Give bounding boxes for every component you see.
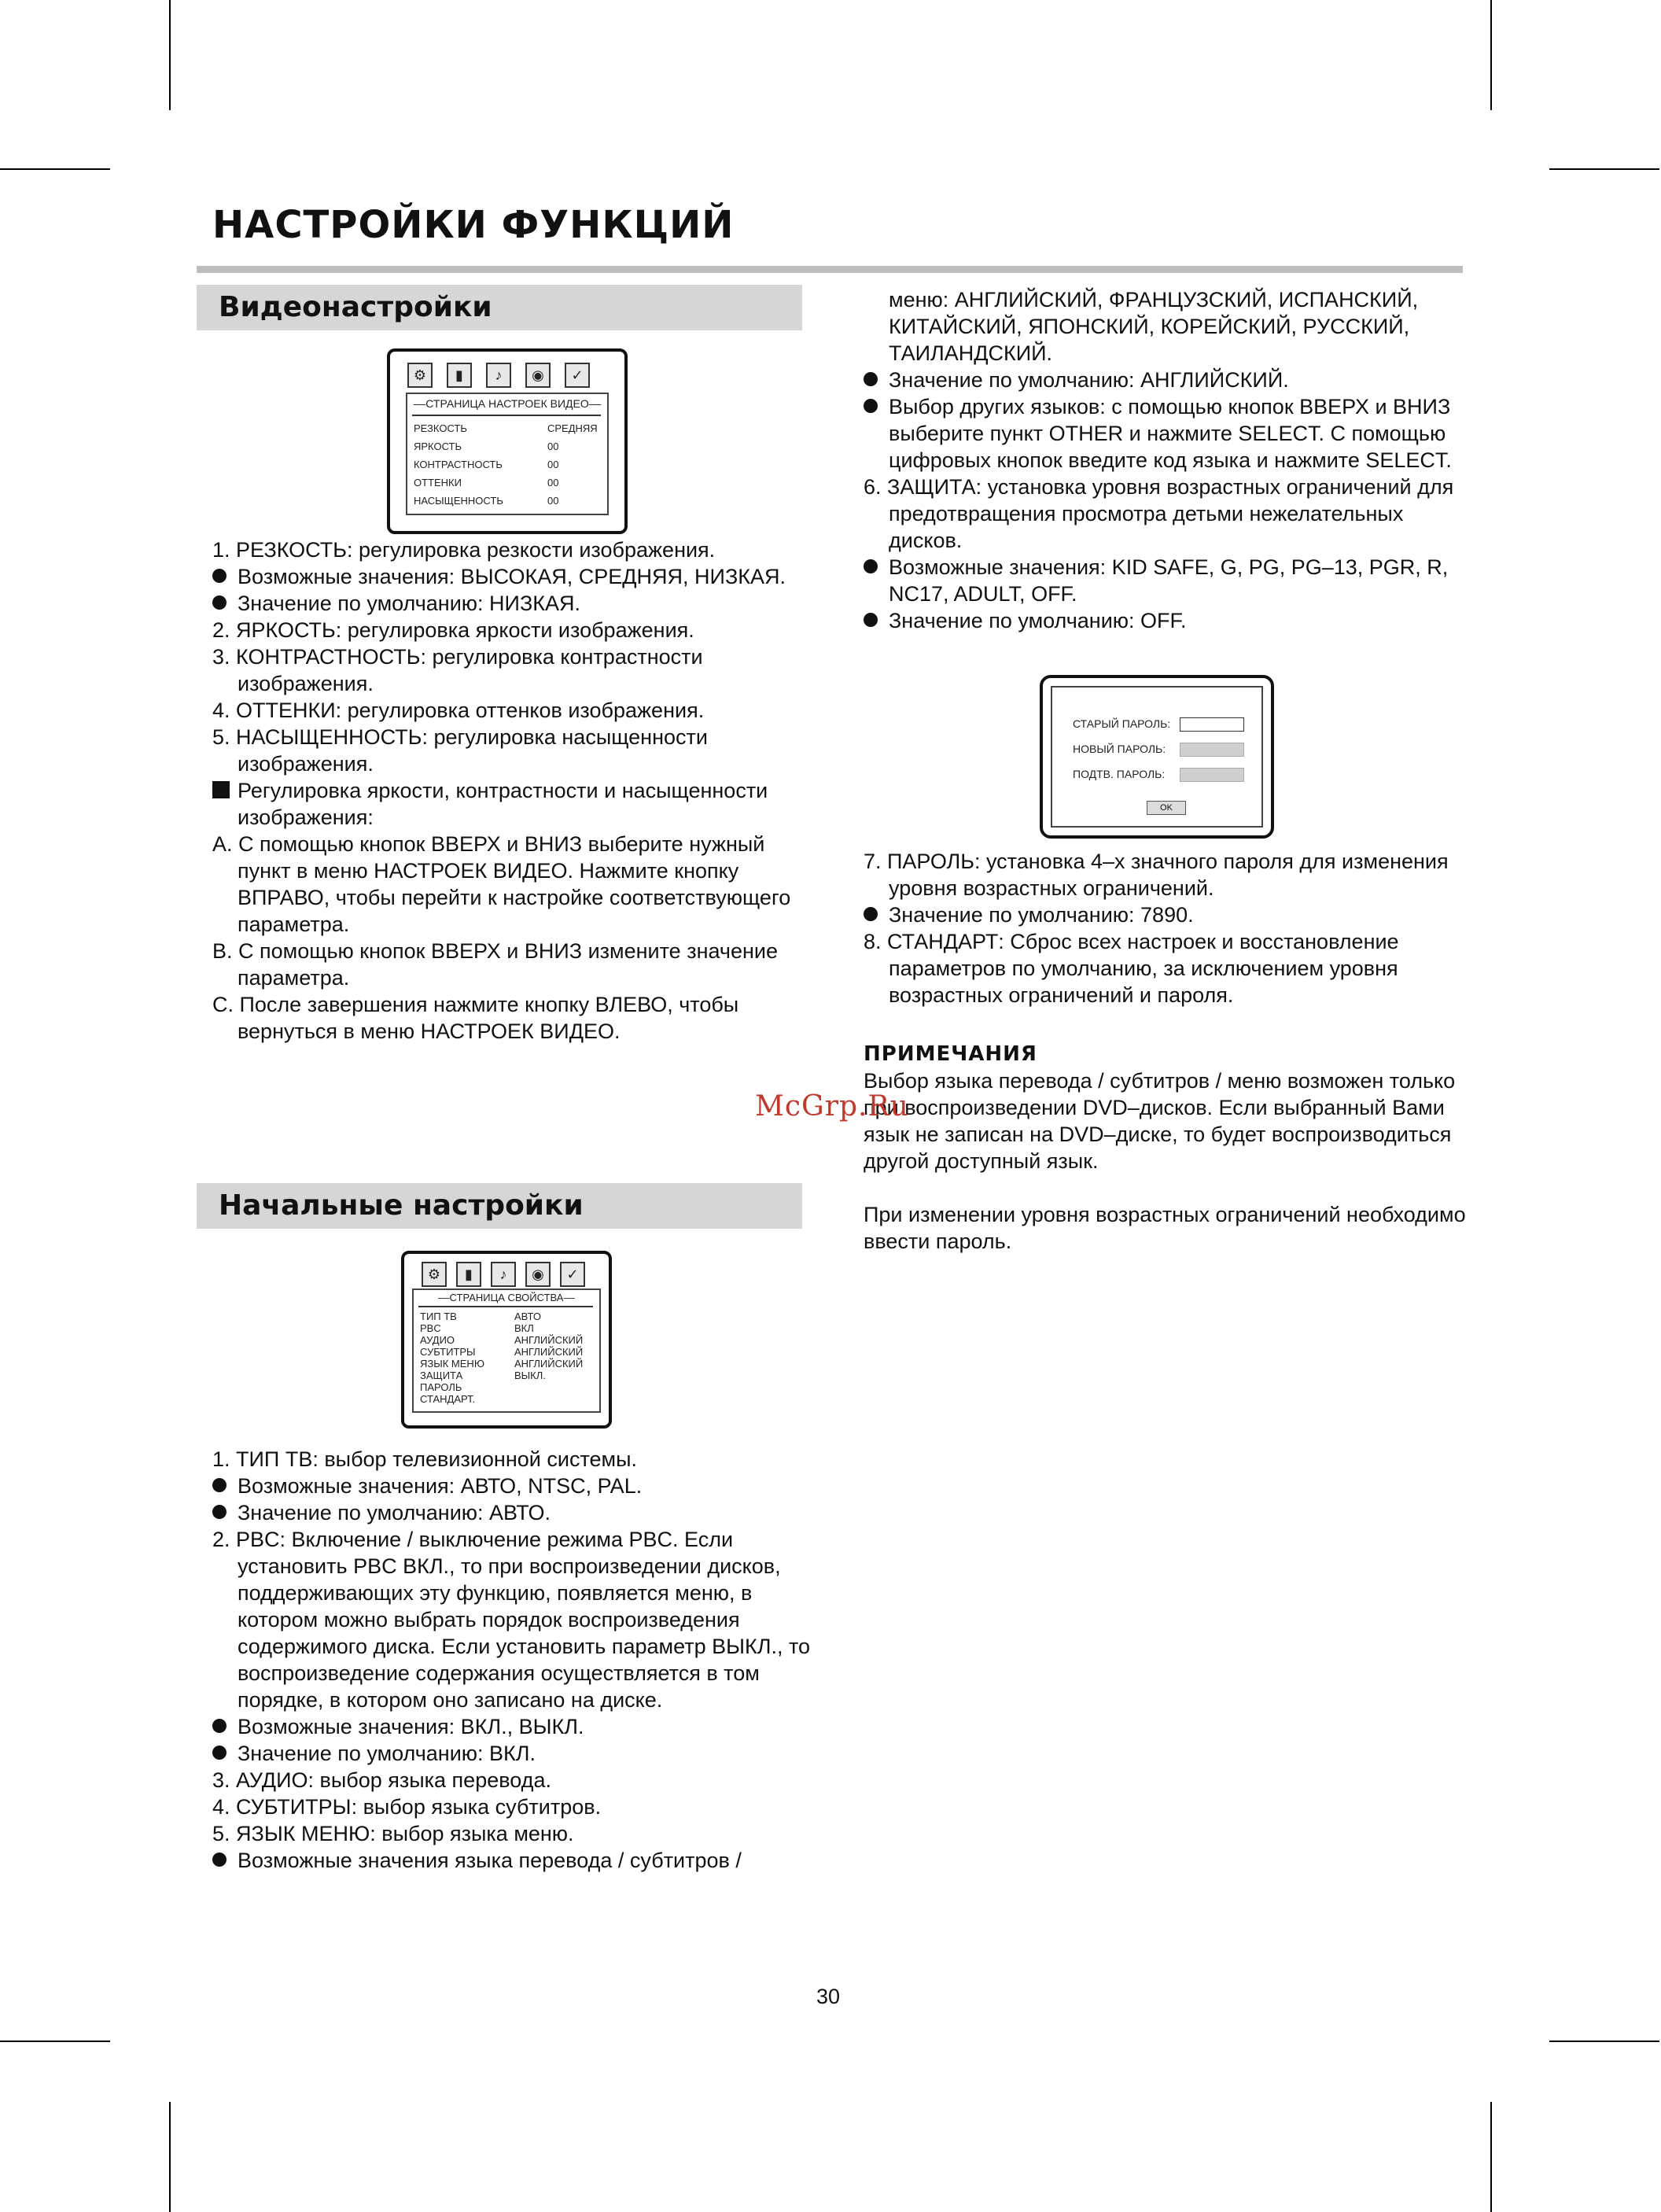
right-column-text-top <box>864 286 1469 634</box>
bullet <box>212 1719 226 1733</box>
list-item: 3. АУДИО: выбор языка перевода. <box>212 1768 551 1792</box>
osd-divider <box>418 1306 593 1307</box>
osd-row: НАСЫЩЕННОСТЬ 00 <box>414 495 559 507</box>
list-item: Возможные значения: KID SAFE, G, PG, PG–13, PGR, R, NC17, ADULT, OFF. <box>864 554 1469 607</box>
crop-mark <box>0 168 110 170</box>
list-item: Возможные значения языка перевода / субтитров / <box>212 1847 818 1874</box>
initial-settings-text <box>212 1446 818 1874</box>
old-password-label: СТАРЫЙ ПАРОЛЬ: <box>1073 717 1171 730</box>
crop-mark <box>169 2102 171 2212</box>
page-title: НАСТРОЙКИ ФУНКЦИЙ <box>212 203 735 247</box>
osd-row: ЯРКОСТЬ 00 <box>414 441 559 452</box>
old-password-field[interactable] <box>1180 717 1244 732</box>
note-paragraph: При изменении уровня возрастных ограничений необходимо ввести пароль. <box>864 1203 1466 1253</box>
speaker-icon: ▮ <box>456 1262 481 1287</box>
bullet <box>212 1853 226 1867</box>
square-bullet <box>212 781 230 798</box>
video-settings-text <box>212 536 810 1045</box>
initial-settings-screen <box>401 1251 612 1429</box>
bullet <box>864 399 878 413</box>
general-settings-icon: ⚙ <box>407 363 433 388</box>
bullet <box>212 1478 226 1492</box>
osd-icon-row <box>422 1262 585 1287</box>
bullet <box>212 569 226 583</box>
password-screen <box>1040 675 1274 839</box>
bullet <box>212 1505 226 1519</box>
audio-icon: ♪ <box>486 363 511 388</box>
list-item: 3. КОНТРАСТНОСТЬ: регулировка контрастности изображения. <box>212 645 703 695</box>
osd-row: СТАНДАРТ. <box>420 1393 476 1405</box>
crop-mark <box>1490 2102 1492 2212</box>
video-icon: ◉ <box>525 1262 551 1287</box>
crop-mark <box>1490 0 1492 110</box>
list-item: 4. ОТТЕНКИ: регулировка оттенков изображения. <box>212 699 705 722</box>
title-rule <box>197 266 1463 273</box>
osd-row: ТИП ТВ АВТО <box>420 1311 541 1322</box>
osd-row: PBC ВКЛ <box>420 1322 534 1334</box>
bullet <box>212 595 226 610</box>
osd-divider <box>412 415 601 416</box>
section-initial-title: Начальные настройки <box>219 1189 584 1222</box>
osd-row: КОНТРАСТНОСТЬ 00 <box>414 459 559 470</box>
list-item: меню: АНГЛИЙСКИЙ, ФРАНЦУЗСКИЙ, ИСПАНСКИЙ, КИТАЙСКИЙ, ЯПОНСКИЙ, КОРЕЙСКИЙ, РУССКИЙ, ТАИЛАНДСКИЙ. <box>889 288 1419 365</box>
right-column-text-bottom <box>864 848 1469 1255</box>
bullet <box>212 1746 226 1760</box>
list-item: 7. ПАРОЛЬ: установка 4–х значного пароля для изменения уровня возрастных ограничений. <box>864 850 1449 900</box>
list-item: Значение по умолчанию: ВКЛ. <box>212 1740 818 1767</box>
list-item: 6. ЗАЩИТА: установка уровня возрастных ограничений для предотвращения просмотра детьми нежелательных дисков. <box>864 475 1454 552</box>
crop-mark <box>0 2041 110 2042</box>
list-item: 8. СТАНДАРТ: Сброс всех настроек и восстановление параметров по умолчанию, за исключением уровня возрастных ограничений и пароля. <box>864 930 1399 1007</box>
list-item: 5. НАСЫЩЕННОСТЬ: регулировка насыщенности изображения. <box>212 725 708 776</box>
preferences-icon: ✓ <box>565 363 590 388</box>
list-item: Значение по умолчанию: АНГЛИЙСКИЙ. <box>864 367 1469 393</box>
list-item: Возможные значения: ВЫСОКАЯ, СРЕДНЯЯ, НИЗКАЯ. <box>212 563 810 590</box>
list-item: B. С помощью кнопок ВВЕРХ и ВНИЗ измените значение параметра. <box>212 939 779 990</box>
osd-row: ОТТЕНКИ 00 <box>414 477 559 488</box>
video-icon: ◉ <box>525 363 551 388</box>
crop-mark <box>1549 2041 1659 2042</box>
crop-mark <box>1549 168 1659 170</box>
video-settings-screen <box>387 348 628 534</box>
bullet <box>864 372 878 386</box>
ok-button[interactable]: OK <box>1147 801 1186 815</box>
speaker-icon: ▮ <box>447 363 472 388</box>
osd-row: РЕЗКОСТЬ СРЕДНЯЯ <box>414 422 598 434</box>
osd-header: ––СТРАНИЦА НАСТРОЕК ВИДЕО–– <box>413 397 602 410</box>
osd-row: СУБТИТРЫ АНГЛИЙСКИЙ <box>420 1346 584 1358</box>
section-video-heading <box>197 285 802 330</box>
osd-icon-row <box>407 363 590 388</box>
list-item: 1. ТИП ТВ: выбор телевизионной системы. <box>212 1447 637 1471</box>
osd-panel <box>412 1288 601 1413</box>
confirm-password-label: ПОДТВ. ПАРОЛЬ: <box>1073 768 1166 780</box>
osd-row: ПАРОЛЬ <box>420 1381 462 1393</box>
list-item: Возможные значения: ВКЛ., ВЫКЛ. <box>212 1713 818 1740</box>
list-item: 5. ЯЗЫК МЕНЮ: выбор языка меню. <box>212 1822 574 1845</box>
list-item: 4. СУБТИТРЫ: выбор языка субтитров. <box>212 1795 602 1819</box>
list-item: Значение по умолчанию: OFF. <box>864 607 1469 634</box>
bullet <box>864 613 878 627</box>
notes-title: ПРИМЕЧАНИЯ <box>864 1042 1037 1066</box>
new-password-label: НОВЫЙ ПАРОЛЬ: <box>1073 743 1166 755</box>
confirm-password-field[interactable] <box>1180 768 1244 782</box>
list-item: Возможные значения: АВТО, NTSC, PAL. <box>212 1473 818 1499</box>
bullet <box>864 559 878 573</box>
osd-row: ЗАЩИТА ВЫКЛ. <box>420 1370 546 1381</box>
osd-header: ––СТРАНИЦА СВОЙСТВА–– <box>438 1292 575 1303</box>
section-initial-heading <box>197 1183 802 1229</box>
new-password-field[interactable] <box>1180 743 1244 757</box>
list-item: A. С помощью кнопок ВВЕРХ и ВНИЗ выберите нужный пункт в меню НАСТРОЕК ВИДЕО. Нажмите кнопку ВПРАВО, чтобы перейти к настройке соответствующего параметра. <box>212 832 791 936</box>
osd-panel <box>406 393 609 515</box>
section-video-title: Видеонастройки <box>219 291 492 323</box>
list-item: C. После завершения нажмите кнопку ВЛЕВО, чтобы вернуться в меню НАСТРОЕК ВИДЕО. <box>212 993 739 1043</box>
list-item: Значение по умолчанию: НИЗКАЯ. <box>212 590 810 617</box>
page-number: 30 <box>816 1985 841 2008</box>
list-item: Регулировка яркости, контрастности и насыщенности изображения: <box>212 777 810 831</box>
osd-row: ЯЗЫК МЕНЮ АНГЛИЙСКИЙ <box>420 1358 584 1370</box>
list-item: Выбор других языков: с помощью кнопок ВВЕРХ и ВНИЗ выберите пункт OTHER и нажмите SELECT. С помощью цифровых кнопок введите код языка и нажмите SELECT. <box>864 393 1469 474</box>
list-item: 2. ЯРКОСТЬ: регулировка яркости изображения. <box>212 618 694 642</box>
list-item: Значение по умолчанию: 7890. <box>864 901 1469 928</box>
preferences-icon: ✓ <box>560 1262 585 1287</box>
note-paragraph: Выбор языка перевода / субтитров / меню возможен только при воспроизведении DVD–дисков. Если выбранный Вами язык не записан на DVD–диске, то будет воспроизводиться другой доступный язык. <box>864 1069 1456 1173</box>
list-item: 2. PBC: Включение / выключение режима PBC. Если установить PBC ВКЛ., то при воспроизведении дисков, поддерживающих эту функцию, появляется меню, в котором можно выбрать порядок воспроизведения содержимого диска. Если установить параметр ВЫКЛ., то воспроизведение содержания осуществляется в том порядке, в котором оно записано на диске. <box>212 1528 811 1712</box>
bullet <box>864 907 878 921</box>
osd-row: АУДИО АНГЛИЙСКИЙ <box>420 1334 584 1346</box>
list-item: 1. РЕЗКОСТЬ: регулировка резкости изображения. <box>212 538 716 562</box>
list-item: Значение по умолчанию: АВТО. <box>212 1499 818 1526</box>
watermark: McGrp.Ru <box>755 1090 909 1123</box>
crop-mark <box>169 0 171 110</box>
audio-icon: ♪ <box>491 1262 516 1287</box>
osd-panel <box>1051 686 1263 828</box>
general-settings-icon: ⚙ <box>422 1262 447 1287</box>
